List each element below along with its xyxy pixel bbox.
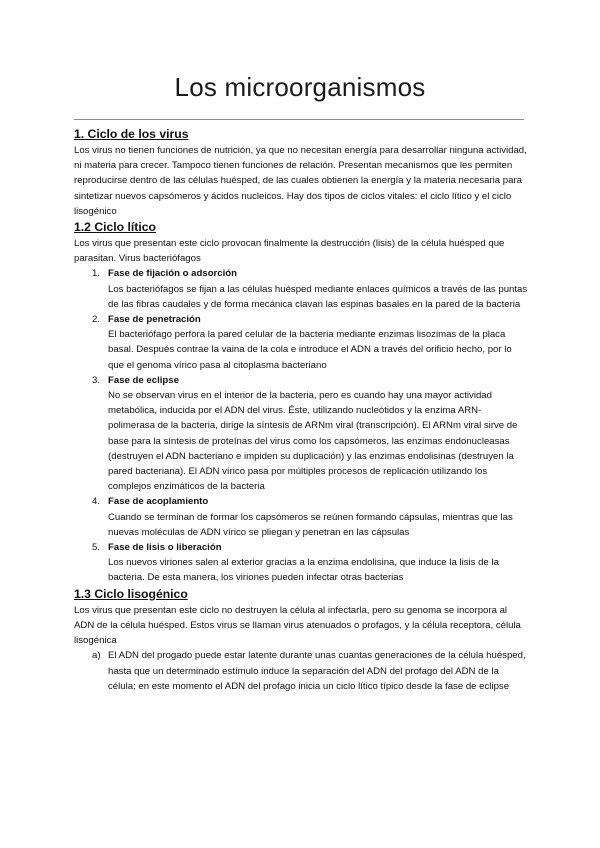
list-item — [74, 312, 528, 373]
section-heading: 1.2 Ciclo lítico — [74, 220, 156, 235]
list-number: 1. — [92, 268, 101, 280]
list-number: 3. — [92, 374, 101, 386]
item-text: El ADN del progado puede estar latente durante unas cuantas generaciones de la célula huésped, hasta que un determinado estímulo induce la separación del ADN del profago del ADN de la célula; en este momento el ADN del profago inicia un ciclo lítico típico desde la fase de eclipse — [108, 650, 526, 692]
phase-text: El bacteriófago perfora la pared celular de la bacteria mediante enzimas lisozimas de la placa basal. Después contrae la vaina de la cola e introduce el ADN a través del orificio hecho, por lo que el genoma vírico pasa al citoplasma bacteriano — [108, 329, 512, 371]
list-item — [74, 540, 528, 586]
section-paragraph: Los virus que presentan este ciclo provocan finalmente la destrucción (lisis) de la célula huésped que parasitan. Virus bacteriófagos — [74, 238, 505, 265]
section-heading: 1. Ciclo de los virus — [74, 127, 189, 141]
phase-list — [74, 266, 528, 585]
section-ciclo-lisogenico — [74, 586, 528, 694]
phase-title: Fase de lisis o liberación — [108, 542, 222, 554]
section-ciclo-litico — [74, 219, 528, 586]
phase-text: Los nuevos viriones salen al exterior gracias a la enzima endolisina, que induce la lisis de la bacteria. De esta manera, los viriones pueden infectar otras bacterias — [108, 557, 499, 584]
phase-text: Cuando se terminan de formar los capsómeros se reúnen formando cápsulas, mientras que las nuevas moléculas de ADN vírico se pliegan y penetran en las cápsulas — [108, 511, 513, 538]
section-ciclo-virus — [74, 126, 528, 219]
section-paragraph: Los virus que presentan este ciclo no destruyen la célula al infectarla, pero su genoma se incorpora al ADN de la célula huésped. Estos virus se llaman virus atenuados o profagos, y la célula receptora, célula lisogénica — [74, 604, 521, 647]
list-item — [74, 648, 528, 694]
list-item — [74, 266, 528, 312]
phase-title: Fase de penetración — [108, 314, 201, 326]
lettered-list — [74, 648, 528, 694]
phase-title: Fase de fijación o adsorción — [108, 268, 238, 280]
section-heading: 1.3 Ciclo lisogénico — [74, 586, 188, 601]
document-body — [74, 124, 528, 694]
phase-text: Los bacteriófagos se fijan a las células huésped mediante enlaces químicos a través de las puntas de las fibras caudales y de forma mecánica clavan las espinas basales en la pared de la bacteria — [108, 283, 528, 310]
section-paragraph: Los virus no tienen funciones de nutrición, ya que no necesitan energía para desarrollar ninguna actividad, ni materia para crecer. Tampoco tienen funciones de relación. Presentan mecanismos que les permiten reproducirse dentro de las células huésped, de las cuales obtienen la energía y la materia necesaria para sintetizar nuevos capsómeros y ácidos nucleicos. Hay dos tipos de ciclos vitales: el ciclo lítico y el ciclo lisogénico — [74, 145, 527, 217]
phase-title: Fase de acoplamiento — [108, 496, 209, 508]
phase-text: No se observan virus en el interior de la bacteria, pero es cuando hay una mayor actividad metabólica, inducida por el ADN del virus. Éste, utilizando nucleótidos y la enzima ARN-polimerasa de la bacteria, dirige la síntesis de ARNm viral (transcripción). El ARNm viral sirve de base para la síntesis de proteínas del virus como los capsómeros, las enzimas endonucleasas (destruyen el ADN bacteriano e impiden su duplicación) y las enzimas endolisinas (destruyen la pared bacteriana). El ADN vírico pasa por múltiples procesos de replicación utilizando los complejos enzimáticos de la bacteria — [108, 390, 518, 493]
list-number: 4. — [92, 496, 101, 508]
list-letter: a) — [92, 650, 101, 662]
phase-title: Fase de eclipse — [108, 374, 179, 386]
list-item — [74, 373, 528, 495]
list-item — [74, 494, 528, 540]
page-title: Los microorganismos — [174, 72, 426, 102]
title-divider — [74, 119, 524, 120]
list-number: 2. — [92, 314, 101, 326]
list-number: 5. — [92, 542, 101, 554]
